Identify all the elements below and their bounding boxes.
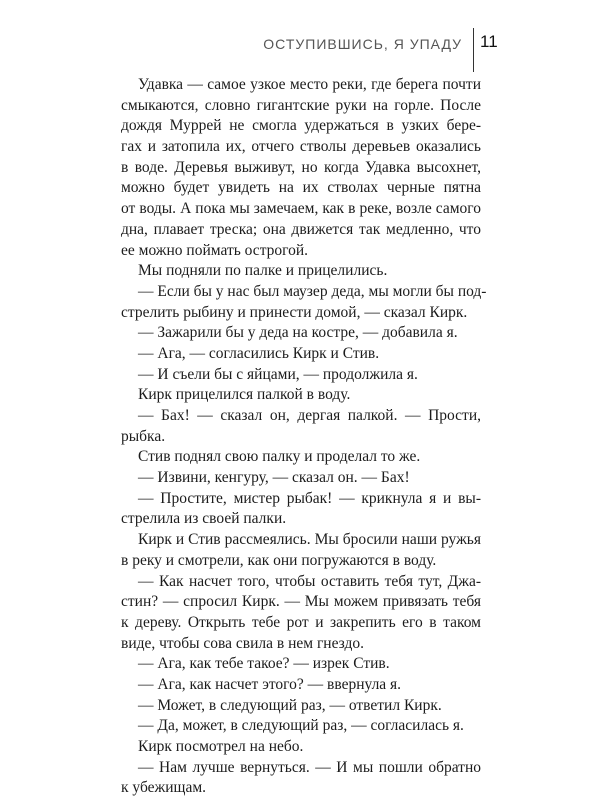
text-line: — Нам лучше вернуться. — И мы пошли обратно [138, 758, 481, 776]
text-line: — Ага, как насчет этого? — ввернула я. [138, 675, 402, 693]
text-line: ее можно поймать острогой. [121, 241, 309, 259]
text-line: — Ага, — согласились Кирк и Стив. [138, 344, 380, 362]
text-line: дна, плавает треска; она движется так медленно, что [121, 220, 481, 238]
text-line: стин? — спросил Кирк. — Мы можем привязать тебя [121, 593, 481, 611]
text-line: Удавка — самое узкое место реки, где берега почти [138, 76, 481, 93]
text-line: — Может, в следующий раз, — ответил Кирк. [138, 696, 442, 714]
page-number: 11 [480, 32, 498, 51]
text-line: Кирк посмотрел на небо. [138, 738, 304, 755]
text-line: Стив поднял свою палку и проделал то же. [138, 448, 421, 466]
text-line: — И съели бы с яйцами, — продолжила я. [138, 365, 418, 383]
text-line: Кирк и Стив рассмеялись. Мы бросили наши ружья [138, 531, 481, 549]
text-line: можно будет увидеть на их стволах черные пятна [121, 179, 481, 197]
text-line: — Ага, как тебе такое? — изрек Стив. [138, 655, 390, 673]
text-line: стрелить рыбину и принести домой, — сказал Кирк. [121, 303, 468, 321]
text-line: Кирк прицелился палкой в воду. [138, 386, 351, 404]
body-text [121, 75, 487, 799]
text-line: гах и затопила их, отчего стволы деревьев оказались [121, 138, 481, 156]
text-line: — Зажарили бы у деда на костре, — добавила я. [138, 324, 458, 342]
text-line: к дереву. Открыть тебе рот и закрепить его в таком [121, 613, 481, 631]
text-line: виде, чтобы сова свила в нем гнездо. [121, 634, 365, 652]
text-line: — Простите, мистер рыбак! — крикнула я и вы- [138, 489, 481, 507]
text-line: Мы подняли по палке и прицелились. [138, 262, 388, 280]
text-line: стрелила из своей палки. [121, 510, 287, 528]
text-line: — Если бы у нас был маузер деда, мы могли бы под- [138, 282, 487, 300]
running-title: ОСТУПИВШИСЬ, Я УПАДУ [263, 36, 462, 52]
text-line: рыбка. [121, 427, 166, 445]
text-line: смыкаются, словно гигантские руки на горле. После [121, 96, 481, 114]
text-line: от воды. А пока мы замечаем, как в реке, возле самого [121, 200, 481, 218]
text-line: к убежищам. [121, 779, 207, 797]
text-line: в реку и смотрели, как они погружаются в воду. [121, 551, 437, 569]
text-line: — Как насчет того, чтобы оставить тебя тут, Джа- [138, 572, 481, 590]
text-line: в воде. Деревья выживут, но когда Удавка высохнет, [121, 158, 481, 176]
text-line: дождя Муррей не смогла удержаться в узких бере- [121, 117, 481, 135]
text-line: — Извини, кенгуру, — сказал он. — Бах! [138, 469, 410, 487]
text-line: — Да, может, в следующий раз, — согласилась я. [138, 717, 464, 735]
header-divider [473, 28, 474, 72]
text-line: — Бах! — сказал он, дергая палкой. — Прости, [138, 407, 481, 424]
